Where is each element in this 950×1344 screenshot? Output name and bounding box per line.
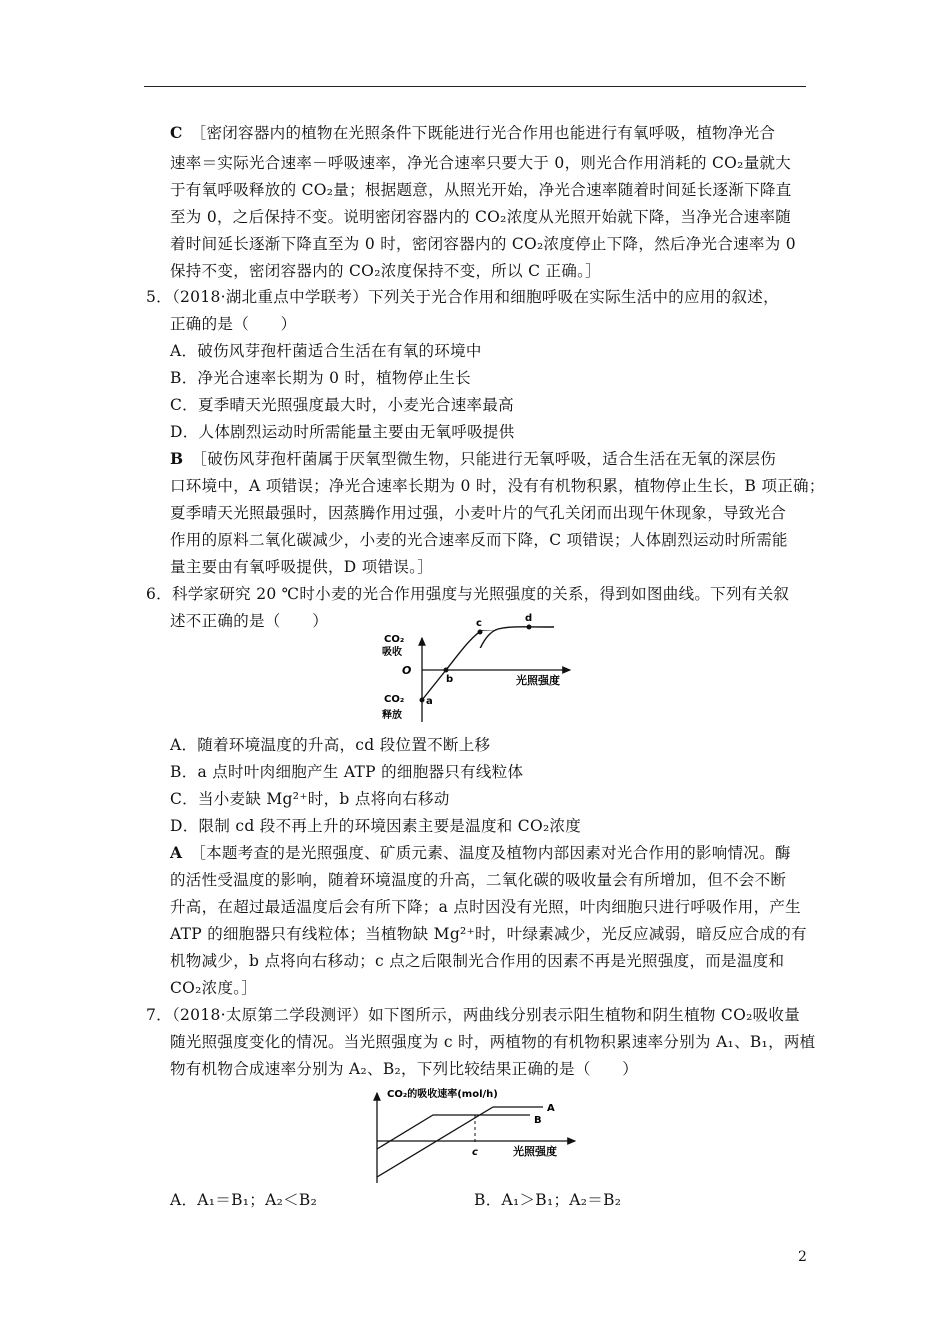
q6-label-absorb: 吸收 [382, 647, 402, 658]
header-rule [144, 86, 806, 87]
q6-figure-top [370, 608, 580, 648]
q6-label-a: a [426, 696, 433, 707]
q6-point-b [444, 668, 449, 673]
q4-answer-line-5: 着时间延长逐渐下降直至为 0 时，密闭容器内的 CO₂浓度停止下降，然后净光合速率为 0 [170, 235, 796, 253]
q7-option-a: A．A₁＝B₁；A₂＜B₂ [170, 1191, 318, 1209]
q6-point-d [527, 625, 532, 630]
q7-stem-line-2: 随光照强度变化的情况。当光照强度为 c 时，两植物的有机物积累速率分别为 A₁、B₁，两植 [170, 1033, 816, 1051]
q6-label-co2-bottom: CO₂ [384, 694, 405, 705]
q7-stem-line-3: 物有机物合成速率分别为 A₂、B₂，下列比较结果正确的是（ ） [170, 1060, 639, 1078]
q6-origin-label: O [402, 664, 412, 677]
q6-label-d: d [525, 613, 533, 624]
q7-curve-b [377, 1115, 530, 1149]
q6-answer-line-1: A ［本题考查的是光照强度、矿质元素、温度及植物内部因素对光合作用的影响情况。酶 [170, 843, 791, 862]
q6-option-d: D．限制 cd 段不再上升的环境因素主要是温度和 CO₂浓度 [170, 817, 582, 835]
q6-stem-line-2: 述不正确的是（ ） [170, 612, 329, 630]
q6-answer-line-2: 的活性受温度的影响，随着环境温度的升高，二氧化碳的吸收量会有所增加，但不会不断 [170, 871, 787, 889]
q7-label-b: B [534, 1115, 542, 1126]
q7-stem-line-1: 7．（2018·太原第二学段测评）如下图所示，两曲线分别表示阳生植物和阴生植物 CO₂吸收量 [146, 1006, 800, 1024]
q6-label-release: 释放 [382, 710, 402, 721]
q6-option-b: B．a 点时叶肉细胞产生 ATP 的细胞器只有线粒体 [170, 763, 524, 781]
q6-answer-line-6: CO₂浓度。］ [170, 979, 258, 997]
q6-label-co2-top: CO₂ [384, 634, 405, 645]
q4-answer-line-4: 至为 0，之后保持不变。说明密闭容器内的 CO₂浓度从光照开始就下降，当净光合速率随 [170, 208, 792, 226]
q6-answer-letter: A [170, 843, 183, 862]
q7-curve-a [377, 1107, 543, 1177]
q6-answer-line-4: ATP 的细胞器只有线粒体；当植物缺 Mg²⁺时，叶绿素减少，光反应减弱，暗反应合成的有 [170, 925, 807, 943]
q6-label-b: b [446, 674, 454, 685]
q6-option-c: C．当小麦缺 Mg²⁺时，b 点将向右移动 [170, 790, 450, 808]
q5-option-c: C．夏季晴天光照强度最大时，小麦光合速率最高 [170, 396, 514, 414]
q5-answer-line-3: 夏季晴天光照最强时，因蒸腾作用过强，小麦叶片的气孔关闭而出现午休现象，导致光合 [170, 504, 787, 522]
q5-answer-line-5: 量主要由有氧呼吸提供，D 项错误。］ [170, 558, 434, 576]
q6-point-a [420, 698, 425, 703]
q7-label-c: c [472, 1147, 478, 1158]
q5-option-d: D．人体剧烈运动时所需能量主要由无氧呼吸提供 [170, 423, 515, 441]
q7-figure [365, 1085, 585, 1185]
q6-xlabel: 光照强度 [516, 674, 560, 687]
q6-answer-line-3: 升高，在超过最适温度后会有所下降；a 点时因没有光照，叶肉细胞只进行呼吸作用，产生 [170, 898, 801, 916]
q4-answer-line-1: C ［密闭容器内的植物在光照条件下既能进行光合作用也能进行有氧呼吸，植物净光合 [170, 123, 776, 142]
q5-stem-line-1: 5．（2018·湖北重点中学联考）下列关于光合作用和细胞呼吸在实际生活中的应用的叙述， [146, 288, 779, 306]
q6-label-c: c [476, 618, 482, 629]
q5-option-b: B．净光合速率长期为 0 时，植物停止生长 [170, 369, 471, 387]
page-number: 2 [798, 1249, 807, 1265]
q6-option-a: A．随着环境温度的升高，cd 段位置不断上移 [170, 736, 491, 754]
q5-answer-line-2: 口环境中，A 项错误；净光合速率长期为 0 时，没有有机物积累，植物停止生长，B 项正确； [170, 477, 825, 495]
q6-point-c [478, 630, 483, 635]
q7-label-a: A [547, 1103, 555, 1114]
q4-answer-line-3: 于有氧呼吸释放的 CO₂量；根据题意，从照光开始，净光合速率随着时间延长逐渐下降直 [170, 181, 792, 199]
q5-answer-line-4: 作用的原料二氧化碳减少，小麦的光合速率反而下降，C 项错误；人体剧烈运动时所需能 [170, 531, 788, 549]
q7-option-b: B．A₁＞B₁；A₂＝B₂ [474, 1191, 622, 1209]
q6-curve-upper [472, 627, 554, 648]
q5-answer-letter: B [170, 449, 184, 468]
q5-stem-line-2: 正确的是（ ） [170, 315, 297, 333]
q5-option-a: A．破伤风芽孢杆菌适合生活在有氧的环境中 [170, 342, 482, 360]
q4-answer-letter: C [170, 123, 183, 142]
q6-stem-line-1: 6．科学家研究 20 ℃时小麦的光合作用强度与光照强度的关系，得到如图曲线。下列有关叙 [146, 585, 790, 603]
q4-answer-line-2: 速率＝实际光合速率－呼吸速率，净光合速率只要大于 0，则光合作用消耗的 CO₂量就大 [170, 154, 792, 172]
q6-answer-line-5: 机物减少，b 点将向右移动；c 点之后限制光合作用的因素不再是光照强度，而是温度和 [170, 952, 785, 970]
q5-answer-line-1: B ［破伤风芽孢杆菌属于厌氧型微生物，只能进行无氧呼吸，适合生活在无氧的深层伤 [170, 449, 777, 468]
q7-ylabel: CO₂的吸收速率(mol/h) [387, 1089, 498, 1100]
q4-answer-line-6: 保持不变，密闭容器内的 CO₂浓度保持不变，所以 C 正确。］ [170, 262, 601, 280]
q7-xlabel: 光照强度 [513, 1145, 557, 1158]
